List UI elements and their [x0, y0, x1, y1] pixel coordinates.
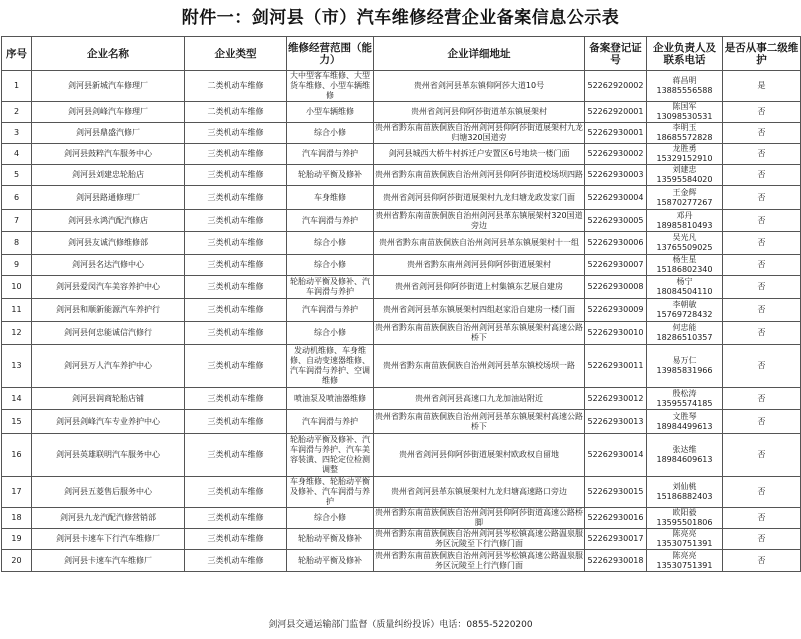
table-row [2, 255, 801, 276]
cell-scope: 汽车润滑与养护 [287, 210, 374, 232]
cell-name: 剑河县路通修理厂 [32, 186, 185, 210]
cell-reg: 52262930004 [585, 186, 647, 210]
cell-class2: 否 [723, 123, 801, 144]
contact-person: 殷松涛 [672, 388, 697, 398]
cell-contact [647, 255, 723, 276]
cell-contact [647, 102, 723, 123]
table-row [2, 434, 801, 477]
contact-person: 蒋昌明 [672, 76, 697, 85]
cell-scope: 轮胎动平衡及修补、汽车润滑与养护、汽车美容装潢、四轮定位检测调整 [287, 434, 374, 477]
cell-class2: 是 [723, 71, 801, 102]
cell-scope: 汽车润滑与养护 [287, 410, 374, 434]
cell-scope: 车身维修 [287, 186, 374, 210]
cell-reg: 52262930013 [585, 410, 647, 434]
cell-contact [647, 322, 723, 345]
contact-phone: 18985810493 [656, 220, 713, 230]
cell-class2: 否 [723, 255, 801, 276]
cell-address: 贵州省黔东南苗族侗族自治州剑河县仰阿莎街道高速公路桥脚 [375, 508, 583, 527]
contact-phone: 13530751391 [656, 560, 713, 570]
contact-person: 刘建忠 [672, 165, 697, 174]
cell-name: 剑河县卡速车下行汽车维修厂 [32, 529, 185, 550]
cell-contact [647, 529, 723, 550]
cell-type: 二类机动车维修 [185, 102, 287, 123]
cell-seq: 17 [2, 477, 32, 508]
cell-name: 剑河县英雄联明汽车服务中心 [32, 434, 185, 477]
cell-name: 剑河县名达汽修中心 [32, 255, 185, 276]
contact-phone: 13985831966 [656, 366, 713, 375]
contact-person: 刘仙桃 [672, 482, 697, 491]
cell-reg: 52262930017 [585, 529, 647, 550]
cell-seq: 18 [2, 508, 32, 529]
cell-class2: 否 [723, 102, 801, 123]
cell-address: 贵州省黔东南州剑河县仰阿莎街道展架村 [374, 255, 585, 276]
header-contact: 企业负责人及联系电话 [647, 37, 723, 71]
contact-person: 何忠能 [672, 323, 697, 332]
cell-seq: 9 [2, 255, 32, 276]
contact-phone: 13530751391 [656, 539, 713, 548]
table-row [2, 388, 801, 410]
cell-address: 贵州省剑河县革东镇展架村四组赵家沿自建房一楼门面 [374, 299, 585, 322]
contact-phone: 18286510357 [656, 333, 713, 342]
cell-class2: 否 [723, 299, 801, 322]
cell-seq: 3 [2, 123, 32, 144]
contact-phone: 13765509025 [656, 243, 713, 252]
cell-type: 三类机动车维修 [185, 410, 287, 434]
contact-phone: 13885556588 [656, 86, 713, 95]
cell-reg: 52262920002 [585, 71, 647, 102]
contact-phone: 15186802340 [656, 265, 713, 274]
cell-reg: 52262930002 [585, 144, 647, 165]
cell-class2: 否 [723, 434, 801, 477]
cell-type: 三类机动车维修 [185, 434, 287, 477]
contact-person: 陈亮亮 [672, 550, 697, 560]
header-address: 企业详细地址 [374, 37, 585, 71]
cell-contact [647, 276, 723, 299]
table-row [2, 102, 801, 123]
cell-contact [647, 345, 723, 388]
cell-type: 三类机动车维修 [185, 255, 287, 276]
contact-person: 欧阳毅 [672, 508, 697, 517]
contact-person: 易万仁 [672, 356, 697, 365]
cell-name: 剑河县何忠能诚信汽修行 [32, 322, 185, 345]
cell-seq: 16 [2, 434, 32, 477]
header-name: 企业名称 [32, 37, 185, 71]
cell-contact [647, 299, 723, 322]
cell-address: 贵州省剑河县仰阿莎街道革东镇展架村 [374, 102, 585, 123]
cell-seq: 12 [2, 322, 32, 345]
table-row [2, 165, 801, 186]
contact-phone: 18984609613 [656, 455, 713, 464]
contact-phone: 13098530531 [656, 112, 713, 121]
cell-scope: 轮胎动平衡及修补 [287, 165, 374, 186]
cell-name: 剑河县鼎盛汽修厂 [32, 123, 185, 144]
cell-class2: 否 [723, 388, 801, 410]
table-row [2, 144, 801, 165]
contact-phone: 18984499613 [656, 421, 713, 431]
cell-name: 剑河县鼓粹汽车服务中心 [32, 144, 185, 165]
cell-type: 三类机动车维修 [185, 345, 287, 388]
contact-person: 陈国军 [672, 102, 697, 111]
cell-name: 剑河县爱闵汽车美容养护中心 [32, 276, 185, 299]
cell-seq: 15 [2, 410, 32, 434]
cell-seq: 14 [2, 388, 32, 410]
cell-scope: 喷油泵及喷油器维修 [287, 388, 374, 410]
contact-person: 陈亮亮 [672, 529, 697, 538]
cell-seq: 8 [2, 232, 32, 255]
cell-class2: 否 [723, 276, 801, 299]
cell-contact [647, 165, 723, 186]
table-row [2, 508, 801, 529]
cell-class2: 否 [723, 410, 801, 434]
cell-reg: 52262930011 [585, 345, 647, 388]
cell-contact [647, 232, 723, 255]
cell-scope: 轮胎动平衡及修补、汽车润滑与养护 [287, 276, 374, 299]
cell-seq: 20 [2, 550, 32, 572]
cell-scope: 小型车辆维修 [287, 102, 374, 123]
cell-reg: 52262930018 [585, 550, 647, 572]
cell-class2: 否 [723, 345, 801, 388]
table-row [2, 345, 801, 388]
cell-scope: 轮胎动平衡及修补 [287, 550, 374, 572]
table-row [2, 322, 801, 345]
table-row [2, 186, 801, 210]
cell-name: 剑河县剑峰汽车修理厂 [32, 102, 185, 123]
cell-reg: 52262930001 [585, 123, 647, 144]
cell-contact [647, 210, 723, 232]
cell-name: 剑河县和顺新能源汽车养护行 [32, 299, 185, 322]
cell-class2: 否 [723, 232, 801, 255]
table-row [2, 232, 801, 255]
cell-class2: 否 [723, 144, 801, 165]
cell-type: 三类机动车维修 [185, 165, 287, 186]
cell-name: 剑河县友诚汽修维修部 [32, 232, 185, 255]
cell-address: 贵州省黔东南苗族侗族自治州剑河县仰阿莎街道展架村九龙归塘320国道旁 [375, 123, 583, 142]
cell-type: 三类机动车维修 [185, 144, 287, 165]
cell-class2: 否 [723, 322, 801, 345]
cell-seq: 6 [2, 186, 32, 210]
header-seq: 序号 [2, 37, 32, 71]
contact-person: 杨生星 [672, 255, 697, 264]
cell-scope: 发动机维修、车身维修、自动变速器维修、汽车润滑与养护、空调维修 [287, 345, 374, 388]
cell-type: 三类机动车维修 [185, 299, 287, 322]
contact-phone: 18084504110 [656, 287, 713, 296]
contact-person: 张达维 [672, 445, 697, 454]
cell-type: 三类机动车维修 [185, 477, 287, 508]
cell-reg: 52262930003 [585, 165, 647, 186]
cell-name: 剑河县润商轮胎店铺 [32, 388, 185, 410]
cell-name: 剑河县卡速车汽车维修厂 [32, 550, 185, 572]
cell-type: 三类机动车维修 [185, 322, 287, 345]
cell-address: 贵州省黔东南苗族侗族自治州剑河县仰阿莎街道校场坝四路 [374, 165, 585, 186]
cell-address: 贵州省黔东南苗族侗族自治州剑河县革东镇展架村高速公路桥下 [374, 410, 585, 434]
cell-type: 三类机动车维修 [185, 508, 287, 529]
cell-seq: 11 [2, 299, 32, 322]
contact-person: 李朝敏 [672, 300, 697, 309]
cell-scope: 轮胎动平衡及修补 [287, 529, 374, 550]
table-row [2, 550, 801, 572]
contact-phone: 15329152910 [656, 154, 713, 163]
cell-scope: 综合小修 [287, 255, 374, 276]
contact-phone: 15870277267 [656, 197, 713, 207]
cell-type: 二类机动车维修 [185, 71, 287, 102]
table-row [2, 123, 801, 144]
cell-scope: 大中型客车维修、大型货车维修、小型车辆维修 [287, 71, 374, 102]
cell-name: 剑河县九龙汽配汽修营销部 [32, 508, 185, 529]
cell-type: 三类机动车维修 [185, 186, 287, 210]
cell-type: 三类机动车维修 [185, 550, 287, 572]
contact-person: 杨宁 [676, 277, 693, 286]
cell-contact [647, 71, 723, 102]
footer-note: 剑河县交通运输部门监督（质量纠纷投诉）电话：0855-5220200 [268, 620, 533, 630]
cell-scope: 综合小修 [287, 123, 374, 144]
header-type: 企业类型 [185, 37, 287, 71]
cell-scope: 汽车润滑与养护 [287, 299, 374, 322]
table-row [2, 477, 801, 508]
cell-contact [647, 123, 723, 144]
cell-reg: 52262930007 [585, 255, 647, 276]
cell-class2: 否 [723, 186, 801, 210]
cell-address: 贵州省剑河县仰阿莎街道展架村欧政权自留地 [374, 434, 585, 477]
cell-name: 剑河县剑峰汽车专业养护中心 [32, 410, 185, 434]
table-row [2, 410, 801, 434]
cell-type: 三类机动车维修 [185, 388, 287, 410]
cell-type: 三类机动车维修 [185, 232, 287, 255]
cell-address: 剑河县城西大桥牛村拆迁户安置区6号地块一楼门面 [374, 144, 585, 165]
cell-address: 贵州省剑河县革东镇展架村九龙归塘高速路口旁边 [374, 477, 585, 508]
record-table [1, 36, 801, 572]
cell-contact [647, 434, 723, 477]
table-row [2, 529, 801, 550]
cell-address: 贵州省剑河县高速口九龙加油站附近 [374, 388, 585, 410]
table-row [2, 71, 801, 102]
cell-class2: 否 [723, 210, 801, 232]
contact-person: 李明玉 [672, 123, 697, 132]
cell-address: 贵州省剑河县仰阿莎街道展架村九龙归塘龙政发家门面 [374, 186, 585, 210]
cell-reg: 52262930014 [585, 434, 647, 477]
cell-name: 剑河县万人汽车养护中心 [32, 345, 185, 388]
page-title: 附件一：剑河县（市）汽车维修经营企业备案信息公示表 [181, 8, 620, 28]
cell-type: 三类机动车维修 [185, 123, 287, 144]
cell-contact [647, 477, 723, 508]
cell-seq: 10 [2, 276, 32, 299]
cell-reg: 52262930005 [585, 210, 647, 232]
cell-address: 贵州省黔东南苗族侗族自治州剑河县革东镇展架村320国道旁边 [375, 210, 583, 230]
contact-person: 龙胜勇 [672, 144, 697, 153]
cell-name: 剑河县五菱售后服务中心 [32, 477, 185, 508]
cell-scope: 综合小修 [287, 232, 374, 255]
cell-scope: 汽车润滑与养护 [287, 144, 374, 165]
cell-name: 剑河县刘建忠轮胎店 [32, 165, 185, 186]
contact-person: 吴光凡 [672, 233, 697, 242]
cell-name: 剑河县新城汽车修理厂 [32, 71, 185, 102]
contact-person: 王金辉 [672, 187, 697, 197]
cell-reg: 52262930010 [585, 322, 647, 345]
cell-contact [647, 186, 723, 210]
cell-reg: 52262930006 [585, 232, 647, 255]
table-row [2, 299, 801, 322]
cell-class2: 否 [723, 477, 801, 508]
cell-reg: 52262930009 [585, 299, 647, 322]
header-row [2, 37, 801, 71]
cell-address: 贵州省黔东南苗族侗族自治州剑河县岑松镇高速公路温泉服务区沅陵至下行汽修门面 [375, 529, 583, 548]
cell-reg: 52262930015 [585, 477, 647, 508]
cell-name: 剑河县永鸿汽配汽修店 [32, 210, 185, 232]
header-reg: 备案登记证号 [585, 37, 647, 71]
cell-scope: 综合小修 [287, 322, 374, 345]
header-scope: 维修经营范围（能力） [287, 37, 374, 71]
cell-reg: 52262930016 [585, 508, 647, 529]
cell-address: 贵州省剑河县革东镇仰阿莎大道10号 [374, 71, 585, 102]
cell-address: 贵州省黔东南苗族侗族自治州剑河县革东镇展架村十一组 [374, 232, 585, 255]
cell-seq: 4 [2, 144, 32, 165]
contact-person: 邓丹 [676, 210, 693, 220]
cell-contact [647, 144, 723, 165]
cell-reg: 52262920001 [585, 102, 647, 123]
contact-phone: 13595584020 [656, 175, 713, 184]
cell-class2: 否 [723, 529, 801, 550]
cell-address: 贵州省黔东南苗族侗族自治州剑河县岑松镇高速公路温泉服务区沅陵至上行汽修门面 [375, 550, 583, 570]
cell-scope: 综合小修 [287, 508, 374, 529]
cell-reg: 52262930012 [585, 388, 647, 410]
cell-seq: 5 [2, 165, 32, 186]
cell-contact [647, 508, 723, 529]
contact-phone: 13595501806 [656, 518, 713, 527]
cell-type: 三类机动车维修 [185, 529, 287, 550]
cell-contact [647, 550, 723, 572]
cell-address: 贵州省剑河县仰阿莎街道上村集镇东艺展自建房 [374, 276, 585, 299]
cell-seq: 13 [2, 345, 32, 388]
contact-phone: 18685572828 [656, 133, 713, 142]
cell-scope: 车身维修、轮胎动平衡及修补、汽车润滑与养护 [287, 477, 374, 508]
table-row [2, 276, 801, 299]
contact-person: 文胜琴 [672, 411, 697, 421]
cell-contact [647, 410, 723, 434]
cell-seq: 2 [2, 102, 32, 123]
cell-type: 三类机动车维修 [185, 210, 287, 232]
table-row [2, 210, 801, 232]
cell-address: 贵州省黔东南苗族侗族自治州剑河县革东镇校场坝一路 [374, 345, 585, 388]
cell-seq: 7 [2, 210, 32, 232]
contact-phone: 13595574185 [656, 398, 713, 408]
cell-class2: 否 [723, 165, 801, 186]
cell-address: 贵州省黔东南苗族侗族自治州剑河县革东镇展架村高速公路桥下 [374, 322, 585, 345]
cell-seq: 19 [2, 529, 32, 550]
contact-phone: 15769728432 [656, 310, 713, 319]
header-class2: 是否从事二级维护 [723, 37, 801, 71]
cell-class2: 否 [723, 550, 801, 572]
contact-phone: 15186882403 [656, 492, 713, 501]
cell-seq: 1 [2, 71, 32, 102]
cell-type: 三类机动车维修 [185, 276, 287, 299]
cell-contact [647, 388, 723, 410]
cell-reg: 52262930008 [585, 276, 647, 299]
cell-class2: 否 [723, 508, 801, 529]
